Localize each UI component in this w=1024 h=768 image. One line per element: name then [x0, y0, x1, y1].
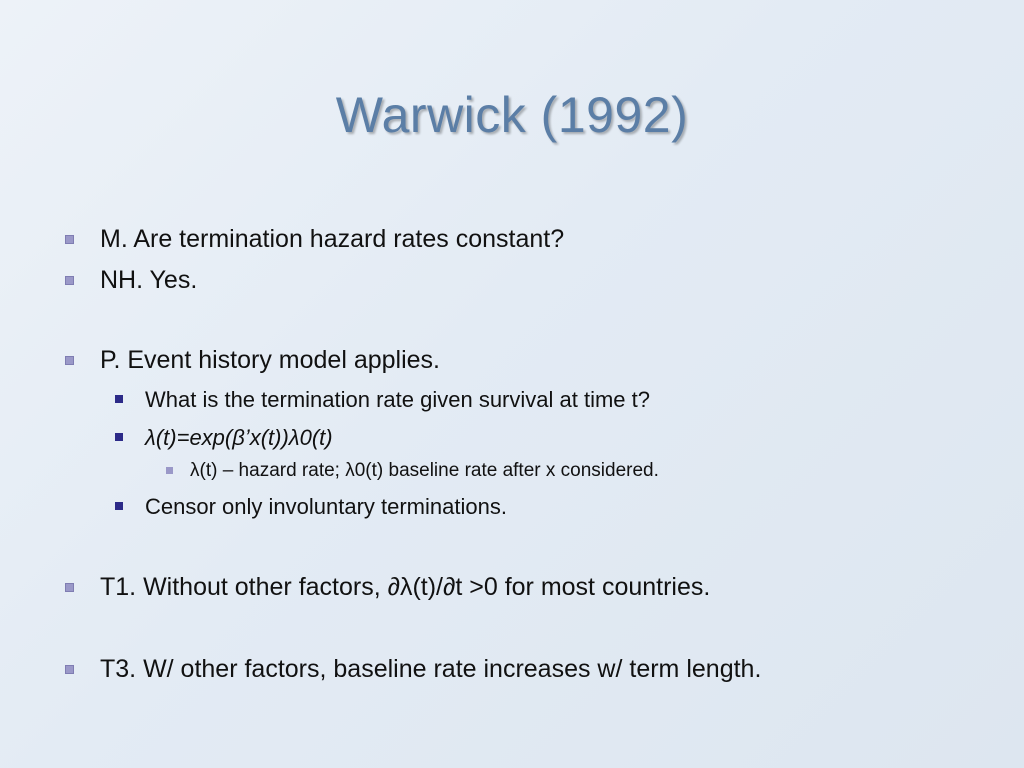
bullet-text: λ(t) – hazard rate; λ0(t) baseline rate after x considered.: [190, 460, 659, 481]
bullet-item-5: [100, 655, 761, 684]
sub-bullet-item-3: [145, 494, 507, 520]
bullet-text: T3. W/ other factors, baseline rate increases w/ term length.: [100, 655, 762, 683]
square-bullet-icon: [166, 467, 173, 474]
square-bullet-icon: [65, 665, 74, 674]
square-bullet-icon: [65, 276, 74, 285]
bullet-text: P. Event history model applies.: [100, 346, 441, 374]
sub-sub-bullet-item-1: [190, 460, 659, 482]
square-bullet-icon: [65, 356, 74, 365]
bullet-item-4: [100, 573, 710, 602]
square-bullet-icon: [115, 395, 123, 403]
square-bullet-icon: [65, 583, 74, 592]
bullet-text: Censor only involuntary terminations.: [145, 494, 507, 519]
bullet-text: M. Are termination hazard rates constant?: [100, 225, 565, 253]
square-bullet-icon: [65, 235, 74, 244]
bullet-text: What is the termination rate given survival at time t?: [145, 387, 650, 412]
square-bullet-icon: [115, 433, 123, 441]
square-bullet-icon: [115, 502, 123, 510]
slide-title: Warwick (1992): [335, 87, 689, 143]
sub-bullet-item-2: [145, 425, 333, 451]
bullet-item-3: [100, 346, 440, 375]
formula-text: λ(t)=exp(β’x(t))λ0(t): [145, 425, 333, 450]
bullet-item-1: [100, 225, 564, 254]
bullet-text: T1. Without other factors, ∂λ(t)/∂t >0 for most countries.: [100, 573, 711, 601]
bullet-item-2: [100, 266, 197, 295]
sub-bullet-item-1: [145, 387, 650, 413]
bullet-text: NH. Yes.: [100, 266, 198, 294]
